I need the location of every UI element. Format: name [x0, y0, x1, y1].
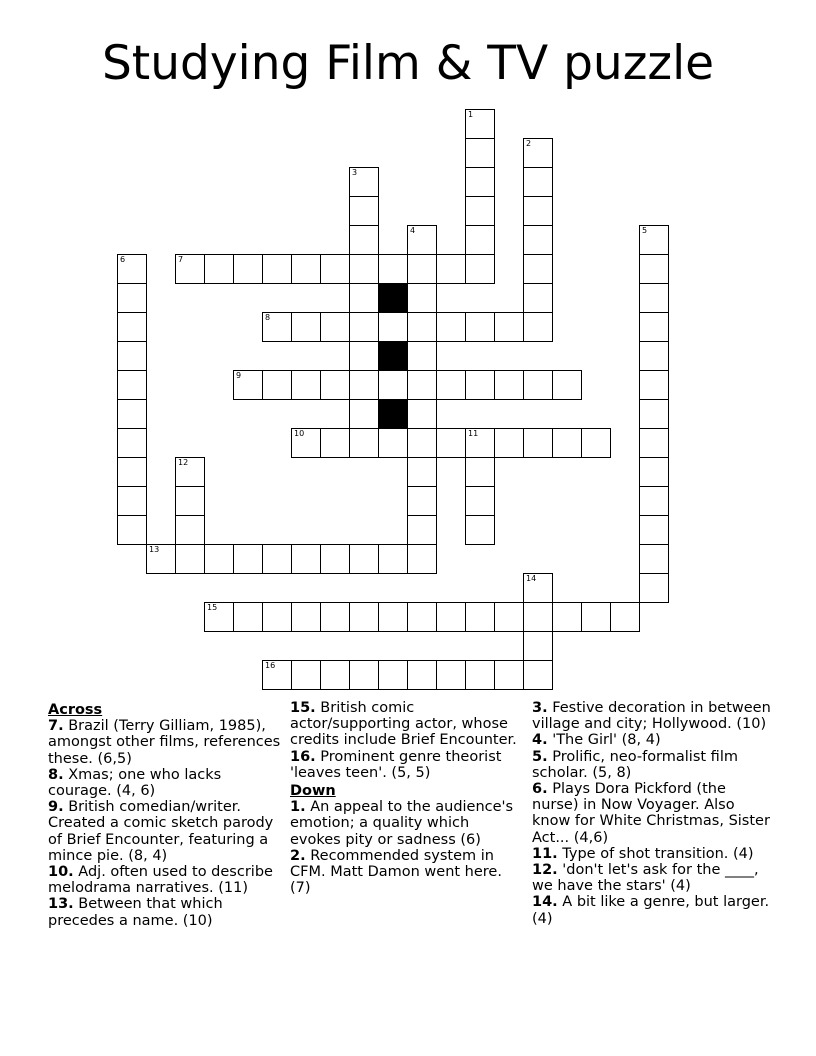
grid-cell[interactable]: [465, 225, 495, 255]
clue-number-4: 4: [410, 226, 416, 235]
clue-number-10: 10: [294, 429, 305, 438]
clue-column-2: [290, 700, 524, 896]
grid-block-cell: [378, 283, 408, 313]
grid-cell[interactable]: [349, 399, 379, 429]
down-clue-3: 3. Festive decoration in between village and city; Hollywood. (10): [532, 700, 771, 733]
grid-cell[interactable]: [320, 544, 350, 574]
grid-cell[interactable]: [494, 602, 524, 632]
across-clue-9: 9. British comedian/writer. Created a comic sketch parody of Brief Encounter, featuring a mince pie. (8, 4): [48, 799, 274, 864]
down-clue-11: 11. Type of shot transition. (4): [532, 845, 754, 862]
clue-number-2: 2: [526, 139, 532, 148]
grid-cell[interactable]: [320, 254, 350, 284]
grid-cell[interactable]: [407, 486, 437, 516]
grid-cell[interactable]: [523, 225, 553, 255]
grid-cell[interactable]: [262, 370, 292, 400]
grid-cell[interactable]: [233, 370, 263, 400]
grid-cell[interactable]: [465, 138, 495, 168]
grid-cell[interactable]: [523, 196, 553, 226]
grid-cell[interactable]: [349, 428, 379, 458]
grid-cell[interactable]: [407, 312, 437, 342]
grid-cell[interactable]: [233, 254, 263, 284]
grid-cell[interactable]: [146, 544, 176, 574]
clue-number-1: 1: [468, 110, 474, 119]
grid-cell[interactable]: [639, 457, 669, 487]
grid-cell[interactable]: [639, 486, 669, 516]
grid-cell[interactable]: [117, 370, 147, 400]
grid-cell[interactable]: [262, 254, 292, 284]
grid-cell[interactable]: [175, 544, 205, 574]
grid-cell[interactable]: [320, 602, 350, 632]
grid-cell[interactable]: [465, 109, 495, 139]
grid-cell[interactable]: [291, 312, 321, 342]
grid-cell[interactable]: [523, 138, 553, 168]
clue-number-13: 13: [149, 545, 160, 554]
grid-cell[interactable]: [349, 167, 379, 197]
grid-cell[interactable]: [494, 312, 524, 342]
across-clue-8: 8. Xmas; one who lacks courage. (4, 6): [48, 766, 222, 800]
grid-cell[interactable]: [320, 428, 350, 458]
grid-cell[interactable]: [117, 457, 147, 487]
grid-cell[interactable]: [349, 254, 379, 284]
clue-number-12: 12: [178, 458, 189, 467]
puzzle-title: Studying Film & TV puzzle: [101, 36, 715, 91]
grid-cell[interactable]: [407, 515, 437, 545]
across-clue-10: 10. Adj. often used to describe melodrama narratives. (11): [48, 864, 273, 897]
grid-cell[interactable]: [407, 399, 437, 429]
grid-cell[interactable]: [407, 225, 437, 255]
grid-cell[interactable]: [378, 660, 408, 690]
grid-cell[interactable]: [465, 312, 495, 342]
grid-cell[interactable]: [233, 544, 263, 574]
grid-cell[interactable]: [117, 341, 147, 371]
grid-cell[interactable]: [233, 602, 263, 632]
clue-number-8: 8: [265, 313, 271, 322]
grid-cell[interactable]: [581, 428, 611, 458]
down-clue-2: 2. Recommended system in CFM. Matt Damon went here. (7): [290, 847, 502, 897]
down-clue-5: 5. Prolific, neo-formalist film scholar. (5, 8): [532, 748, 738, 781]
grid-cell[interactable]: [378, 544, 408, 574]
grid-cell[interactable]: [349, 312, 379, 342]
across-clue-13: 13. Between that which precedes a name. (10): [48, 896, 223, 929]
grid-cell[interactable]: [639, 341, 669, 371]
grid-cell[interactable]: [465, 660, 495, 690]
grid-cell[interactable]: [639, 573, 669, 603]
grid-cell[interactable]: [465, 196, 495, 226]
grid-cell[interactable]: [407, 283, 437, 313]
grid-cell[interactable]: [436, 312, 466, 342]
across-clue-16: 16. Prominent genre theorist 'leaves teen'. (5, 5): [290, 748, 502, 781]
grid-cell[interactable]: [291, 254, 321, 284]
grid-cell[interactable]: [378, 254, 408, 284]
clue-number-14: 14: [526, 574, 537, 583]
grid-cell[interactable]: [465, 370, 495, 400]
grid-cell[interactable]: [117, 399, 147, 429]
grid-cell[interactable]: [378, 370, 408, 400]
clue-number-7: 7: [178, 255, 184, 264]
grid-cell[interactable]: [407, 370, 437, 400]
clue-number-11: 11: [468, 429, 479, 438]
grid-cell[interactable]: [320, 660, 350, 690]
grid-cell[interactable]: [117, 486, 147, 516]
grid-cell[interactable]: [523, 660, 553, 690]
grid-cell[interactable]: [523, 167, 553, 197]
grid-cell[interactable]: [262, 312, 292, 342]
clue-column-3: [532, 700, 772, 927]
grid-cell[interactable]: [175, 457, 205, 487]
grid-cell[interactable]: [407, 254, 437, 284]
grid-cell[interactable]: [465, 602, 495, 632]
grid-cell[interactable]: [523, 254, 553, 284]
grid-cell[interactable]: [581, 602, 611, 632]
grid-cell[interactable]: [407, 428, 437, 458]
grid-cell[interactable]: [117, 283, 147, 313]
clue-number-9: 9: [236, 371, 242, 380]
grid-cell[interactable]: [465, 428, 495, 458]
across-clue-7: 7. Brazil (Terry Gilliam, 1985), amongst other films, references these. (6,5): [48, 718, 281, 767]
grid-cell[interactable]: [639, 428, 669, 458]
grid-cell[interactable]: [639, 399, 669, 429]
grid-cell[interactable]: [552, 370, 582, 400]
grid-cell[interactable]: [465, 254, 495, 284]
grid-cell[interactable]: [407, 660, 437, 690]
clue-number-15: 15: [207, 603, 218, 612]
grid-cell[interactable]: [465, 515, 495, 545]
grid-cell[interactable]: [639, 254, 669, 284]
grid-cell[interactable]: [117, 312, 147, 342]
grid-cell[interactable]: [639, 312, 669, 342]
grid-cell[interactable]: [349, 544, 379, 574]
grid-cell[interactable]: [523, 631, 553, 661]
grid-cell[interactable]: [291, 544, 321, 574]
grid-cell[interactable]: [639, 370, 669, 400]
grid-cell[interactable]: [291, 428, 321, 458]
grid-cell[interactable]: [523, 573, 553, 603]
grid-cell[interactable]: [349, 660, 379, 690]
down-clue-1: 1. An appeal to the audience's emotion; a quality which evokes pity or sadness (6): [290, 799, 514, 848]
clue-number-3: 3: [352, 168, 358, 177]
grid-cell[interactable]: [523, 283, 553, 313]
grid-cell[interactable]: [349, 370, 379, 400]
across-heading: Across: [48, 702, 103, 718]
grid-cell[interactable]: [204, 544, 234, 574]
grid-cell[interactable]: [378, 428, 408, 458]
grid-cell[interactable]: [204, 602, 234, 632]
grid-cell[interactable]: [175, 254, 205, 284]
grid-cell[interactable]: [610, 602, 640, 632]
grid-cell[interactable]: [639, 515, 669, 545]
grid-cell[interactable]: [117, 515, 147, 545]
grid-cell[interactable]: [349, 283, 379, 313]
grid-cell[interactable]: [262, 602, 292, 632]
grid-cell[interactable]: [407, 341, 437, 371]
grid-cell[interactable]: [175, 515, 205, 545]
grid-cell[interactable]: [639, 225, 669, 255]
grid-cell[interactable]: [436, 428, 466, 458]
grid-cell[interactable]: [407, 602, 437, 632]
grid-cell[interactable]: [523, 312, 553, 342]
grid-cell[interactable]: [117, 428, 147, 458]
grid-cell[interactable]: [552, 428, 582, 458]
grid-cell[interactable]: [436, 370, 466, 400]
grid-cell[interactable]: [494, 428, 524, 458]
grid-cell[interactable]: [291, 602, 321, 632]
grid-cell[interactable]: [349, 225, 379, 255]
grid-cell[interactable]: [175, 486, 205, 516]
grid-cell[interactable]: [291, 660, 321, 690]
grid-cell[interactable]: [407, 544, 437, 574]
grid-cell[interactable]: [494, 370, 524, 400]
down-clue-4: 4. 'The Girl' (8, 4): [532, 732, 661, 749]
grid-cell[interactable]: [494, 660, 524, 690]
grid-block-cell: [378, 399, 408, 429]
grid-cell[interactable]: [349, 341, 379, 371]
clue-number-6: 6: [120, 255, 126, 264]
grid-cell[interactable]: [552, 602, 582, 632]
grid-cell[interactable]: [407, 457, 437, 487]
grid-cell[interactable]: [320, 312, 350, 342]
grid-cell[interactable]: [262, 660, 292, 690]
clue-number-5: 5: [642, 226, 648, 235]
clue-number-16: 16: [265, 661, 276, 670]
grid-cell[interactable]: [349, 602, 379, 632]
grid-cell[interactable]: [262, 544, 292, 574]
grid-cell[interactable]: [465, 486, 495, 516]
down-clue-12: 12. 'don't let's ask for the ____, we have the stars' (4): [532, 862, 759, 895]
grid-cell[interactable]: [378, 312, 408, 342]
grid-cell[interactable]: [291, 370, 321, 400]
grid-cell[interactable]: [523, 602, 553, 632]
grid-cell[interactable]: [436, 602, 466, 632]
grid-cell[interactable]: [117, 254, 147, 284]
grid-cell[interactable]: [639, 283, 669, 313]
grid-cell[interactable]: [378, 602, 408, 632]
grid-cell[interactable]: [436, 660, 466, 690]
grid-cell[interactable]: [320, 370, 350, 400]
grid-block-cell: [378, 341, 408, 371]
down-heading: Down: [290, 783, 336, 800]
grid-cell[interactable]: [523, 428, 553, 458]
clue-column-1: [48, 700, 284, 929]
across-clue-15: 15. British comic actor/supporting actor, whose credits include Brief Encounter.: [290, 700, 517, 749]
grid-cell[interactable]: [465, 457, 495, 487]
grid-cell[interactable]: [465, 167, 495, 197]
grid-cell[interactable]: [639, 544, 669, 574]
grid-cell[interactable]: [349, 196, 379, 226]
grid-cell[interactable]: [436, 254, 466, 284]
down-clue-14: 14. A bit like a genre, but larger. (4): [532, 894, 770, 927]
grid-cell[interactable]: [523, 370, 553, 400]
grid-cell[interactable]: [204, 254, 234, 284]
down-clue-6: 6. Plays Dora Pickford (the nurse) in Now Voyager. Also know for White Christmas, Sister Act... (4,6): [532, 781, 770, 846]
